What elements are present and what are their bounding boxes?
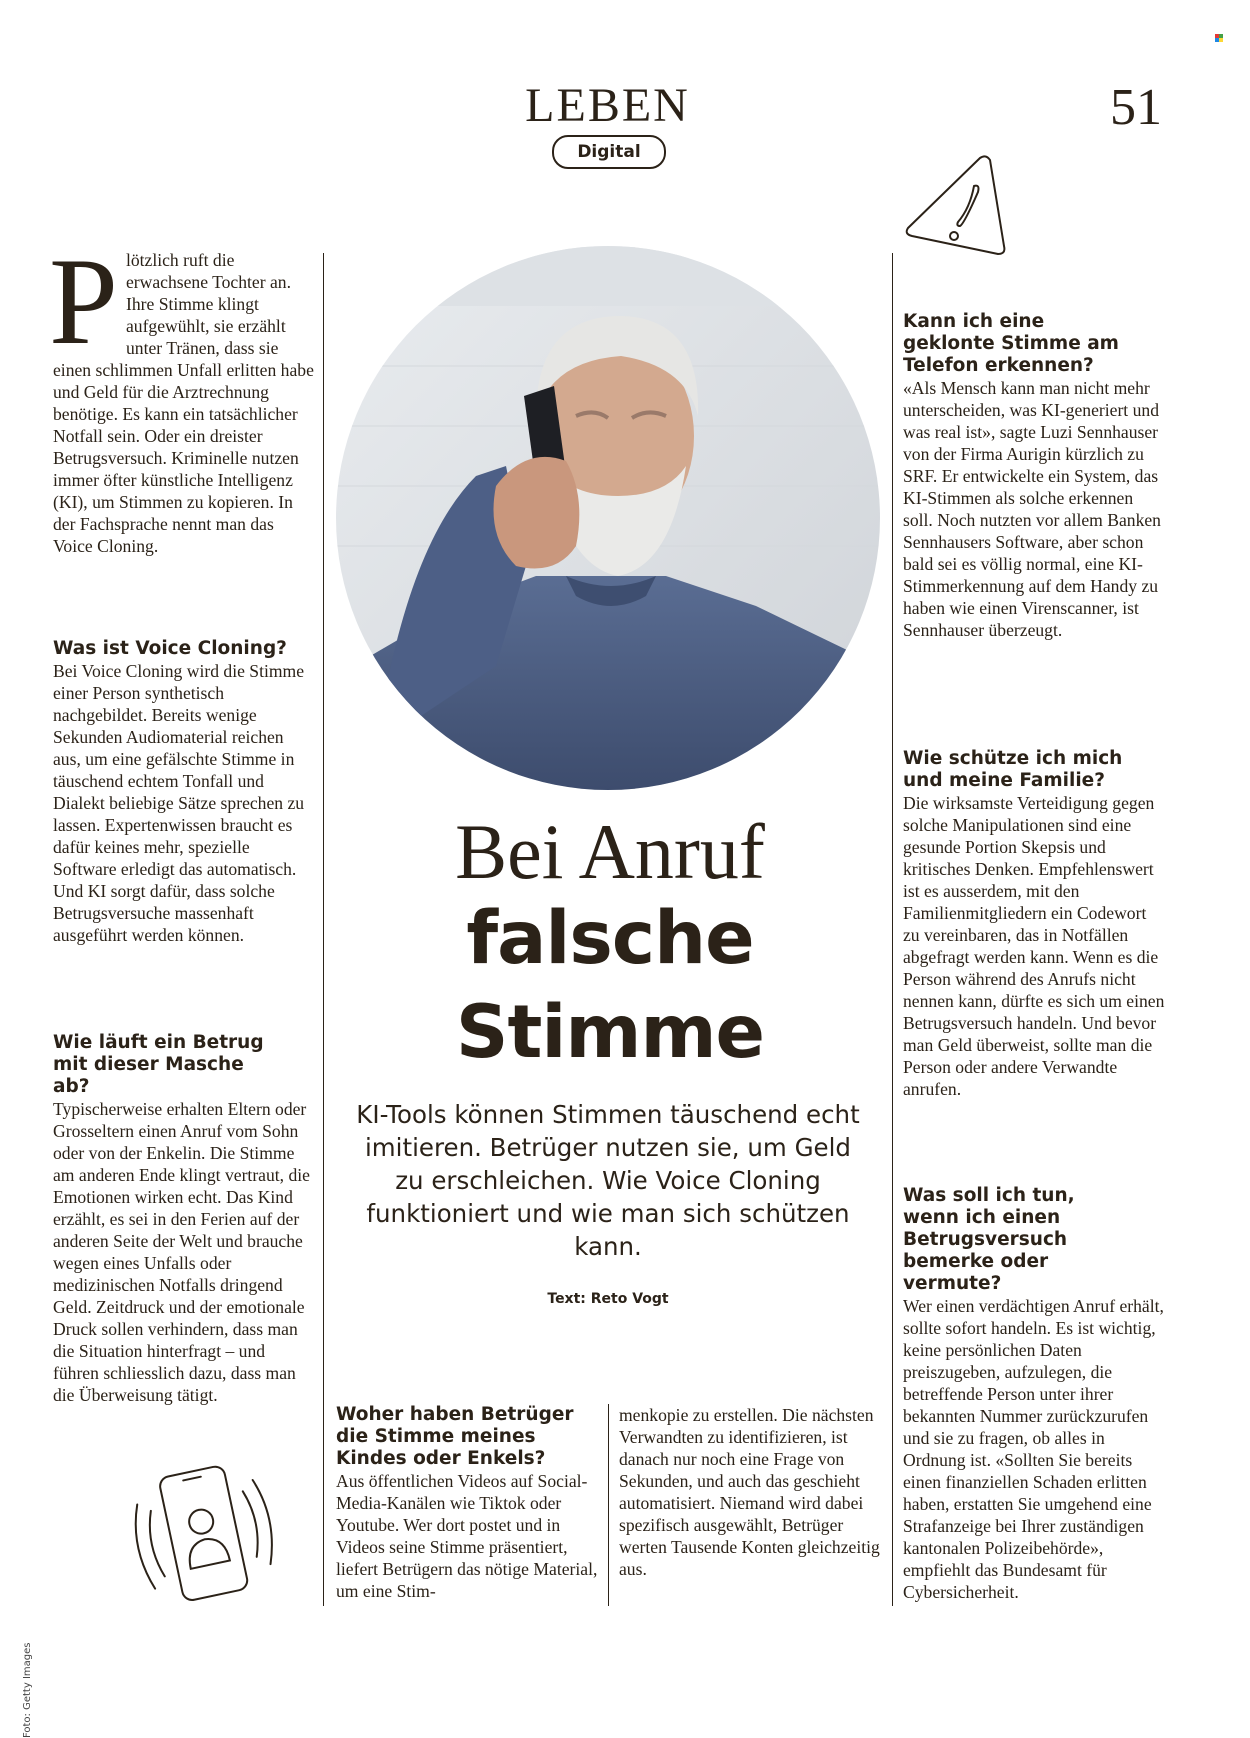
right-section-2 bbox=[903, 748, 1165, 1100]
headline-line-2: falsche bbox=[466, 896, 754, 981]
page-number: 51 bbox=[1110, 79, 1162, 136]
section-body: «Als Mensch kann man nicht mehr unterscheiden, was KI-generiert und was real ist», sagte Luzi Sennhauser von der Firma Aurigin kürzlich zu SRF. Er entwickelte ein System, das KI-Stimmen als solche erkennen soll. Noch nutzten vor allem Banken Sennhausers Software, aber schon bald sei es völlig normal, eine KI-Stimmerkennung auf dem Handy zu haben wie einen Virenscanner, ist Sennhauser überzeugt. bbox=[903, 378, 1161, 640]
headline-line-1: Bei Anruf bbox=[455, 808, 765, 895]
lead-text: KI-Tools können Stimmen täuschend echt imitieren. Betrüger nutzen sie, um Geld zu erschleichen. Wie Voice Cloning funktioniert und wie man sich schützen kann. bbox=[356, 1100, 860, 1261]
section-heading: Was soll ich tun, wenn ich einen Betrugsversuch bemerke oder vermute? bbox=[903, 1185, 1075, 1294]
print-color-mark bbox=[1215, 34, 1223, 42]
smartphone-caller-icon bbox=[130, 1455, 280, 1605]
section-body: Die wirksamste Verteidigung gegen solche Manipulationen sind eine gesunde Portion Skepsis und kritisches Denken. Empfehlenswert ist es ausserdem, mit den Familienmitgliedern ein Codewort zu vereinbaren, das in Notfällen abgefragt werden kann. Wenn es die Person während des Anrufs nicht nennen kann, dürfte es sich um einen Betrugsversuch handeln. Und bevor man Geld überweist, sollte man die Person oder andere Verwandte anrufen. bbox=[903, 793, 1165, 1099]
left-section-2 bbox=[53, 1032, 315, 1406]
intro-text: lötzlich ruft die erwachsene Tochter an. Ihre Stimme klingt aufgewühlt, sie erzählt unter Tränen, dass sie einen schlimmen Unfall erlitten habe und Geld für die Arztrechnung benötige. Es kann ein tatsächlicher Notfall sein. Oder ein dreister Betrugsversuch. Kriminelle nutzen immer öfter künstliche Intelligenz (KI), um Stimmen zu kopieren. In der Fachsprache nennt man das Voice Cloning. bbox=[53, 250, 314, 556]
section-heading: Wie läuft ein Betrug mit dieser Masche ab? bbox=[53, 1032, 264, 1097]
section-body: Typischerweise erhalten Eltern oder Grosseltern einen Anruf vom Sohn oder von der Enkelin. Die Stimme am anderen Ende klingt vertraut, die Emotionen wirken echt. Das Kind erzählt, es sei in den Ferien auf der anderen Seite der Welt und brauche wegen eines Unfalls oder medizinischen Notfalls dringend Geld. Zeitdruck und der emotionale Druck sollen verhindern, dass man die Situation hinterfragt – und führen schliesslich dazu, dass man die Überweisung tätigt. bbox=[53, 1099, 310, 1405]
right-section-1 bbox=[903, 311, 1165, 641]
section-body: menkopie zu erstellen. Die nächsten Verwandten zu identifizieren, ist danach nur noch eine Frage von Sekunden, und auch das geschieht automatisiert. Niemand wird dabei spezifisch ausgewählt, Betrüger werten Tausende Konten gleichzeitig aus. bbox=[619, 1405, 880, 1579]
center-section-continued bbox=[619, 1404, 881, 1580]
section-body: Wer einen verdächtigen Anruf erhält, sollte sofort handeln. Es ist wichtig, keine persönlichen Daten preiszugeben, aufzulegen, die betreffende Person unter ihrer bekannten Nummer zurückzurufen und sie zu fragen, ob alles in Ordnung ist. «Sollten Sie bereits einen finanziellen Schaden erlitten haben, erstatten Sie umgehend eine Strafanzeige bei Ihrer zuständigen kantonalen Polizeibehörde», empfiehlt das Bundesamt für Cybersicherheit. bbox=[903, 1296, 1164, 1602]
section-heading: Woher haben Betrüger die Stimme meines Kindes oder Enkels? bbox=[336, 1404, 574, 1469]
subsection-badge: Digital bbox=[552, 135, 666, 169]
section-heading: Was ist Voice Cloning? bbox=[53, 638, 287, 659]
column-rule-center bbox=[608, 1404, 609, 1606]
section-body: Aus öffentlichen Videos auf Social-Media-Kanälen wie Tiktok oder Youtube. Wer dort postet und in Videos seine Stimme präsentiert, liefert Betrügern das nötige Material, um eine Stim- bbox=[336, 1471, 598, 1601]
section-body: Bei Voice Cloning wird die Stimme einer Person synthetisch nachgebildet. Bereits wenige Sekunden Audiomaterial reichen aus, um eine gefälschte Stimme in täuschend echtem Tonfall und Dialekt beliebige Sätze sprechen zu lassen. Expertenwissen braucht es dafür keines mehr, spezielle Software erledigt das automatisch. Und KI sorgt dafür, dass solche Betrugsversuche massenhaft ausgeführt werden können. bbox=[53, 661, 305, 945]
hero-photo bbox=[336, 246, 880, 790]
intro-paragraph bbox=[49, 233, 315, 557]
center-section bbox=[336, 1404, 598, 1602]
intro-column bbox=[49, 233, 315, 557]
section-heading: Wie schütze ich mich und meine Familie? bbox=[903, 748, 1123, 791]
photo-illustration bbox=[336, 246, 880, 790]
section-heading: Kann ich eine geklonte Stimme am Telefon erkennen? bbox=[903, 311, 1119, 376]
photo-credit: Foto: Getty Images bbox=[22, 1642, 33, 1738]
section-title: LEBEN bbox=[525, 79, 690, 132]
dropcap: P bbox=[49, 233, 118, 370]
warning-triangle-icon bbox=[898, 152, 1018, 264]
byline: Text: Reto Vogt bbox=[547, 1291, 669, 1307]
right-section-3 bbox=[903, 1185, 1165, 1603]
headline-line-3: Stimme bbox=[455, 990, 765, 1075]
left-section-1 bbox=[53, 638, 315, 946]
